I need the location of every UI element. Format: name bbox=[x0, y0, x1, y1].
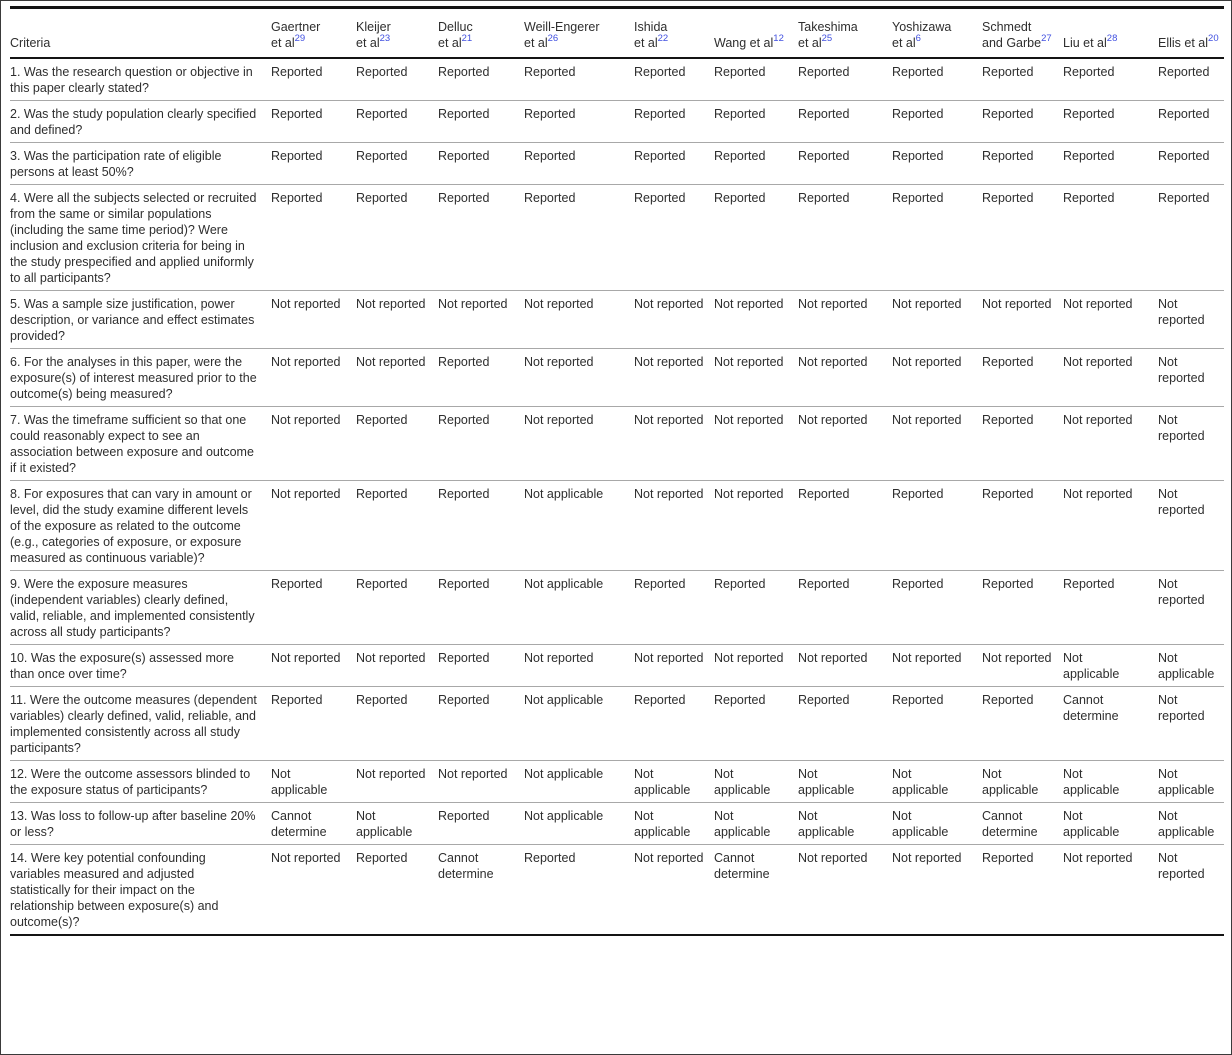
table-row bbox=[10, 143, 1224, 185]
rating-cell: Reported bbox=[356, 143, 438, 185]
rating-cell: Not applicable bbox=[892, 803, 982, 845]
table-row bbox=[10, 845, 1224, 936]
rating-cell: Reported bbox=[892, 143, 982, 185]
criterion-cell: 14. Were key potential confounding variables measured and adjusted statistically for their impact on the relationship between exposure(s) and outcome(s)? bbox=[10, 845, 271, 936]
citation-ref[interactable]: 23 bbox=[379, 32, 391, 44]
rating-cell: Not reported bbox=[634, 291, 714, 349]
rating-cell: Reported bbox=[798, 571, 892, 645]
rating-cell: Not applicable bbox=[524, 687, 634, 761]
rating-cell: Not reported bbox=[271, 349, 356, 407]
rating-cell: Reported bbox=[271, 58, 356, 101]
table-row bbox=[10, 349, 1224, 407]
rating-cell: Reported bbox=[634, 185, 714, 291]
rating-cell: Not applicable bbox=[356, 803, 438, 845]
rating-cell: Not reported bbox=[1063, 481, 1158, 571]
study-name: Kleijer et al bbox=[356, 20, 391, 50]
rating-cell: Not reported bbox=[892, 349, 982, 407]
rating-cell: Reported bbox=[892, 687, 982, 761]
study-name: Ellis et al bbox=[1158, 36, 1209, 50]
rating-cell: Not reported bbox=[1063, 349, 1158, 407]
rating-cell: Not reported bbox=[438, 291, 524, 349]
rating-cell: Reported bbox=[714, 571, 798, 645]
rating-cell: Not reported bbox=[892, 845, 982, 936]
rating-cell: Not reported bbox=[524, 349, 634, 407]
rating-cell: Not reported bbox=[356, 761, 438, 803]
table-row bbox=[10, 803, 1224, 845]
rating-cell: Not reported bbox=[892, 407, 982, 481]
criterion-cell: 8. For exposures that can vary in amount or level, did the study examine different levels of the exposure as related to the outcome (e.g., categories of exposure, or exposure measured as continuous variable)? bbox=[10, 481, 271, 571]
criterion-cell: 10. Was the exposure(s) assessed more than once over time? bbox=[10, 645, 271, 687]
study-header bbox=[356, 8, 438, 59]
rating-cell: Not reported bbox=[1063, 845, 1158, 936]
rating-cell: Reported bbox=[798, 481, 892, 571]
rating-cell: Reported bbox=[634, 58, 714, 101]
citation-ref[interactable]: 28 bbox=[1106, 32, 1118, 44]
rating-cell: Not applicable bbox=[634, 803, 714, 845]
study-header bbox=[634, 8, 714, 59]
rating-cell: Not reported bbox=[714, 645, 798, 687]
rating-cell: Cannot determine bbox=[982, 803, 1063, 845]
rating-cell: Not reported bbox=[356, 291, 438, 349]
rating-cell: Not reported bbox=[1158, 349, 1224, 407]
rating-cell: Reported bbox=[892, 101, 982, 143]
rating-cell: Reported bbox=[438, 481, 524, 571]
rating-cell: Not reported bbox=[1158, 481, 1224, 571]
criterion-cell: 6. For the analyses in this paper, were the exposure(s) of interest measured prior to the outcome(s) being measured? bbox=[10, 349, 271, 407]
rating-cell: Reported bbox=[892, 571, 982, 645]
study-header bbox=[798, 8, 892, 59]
table-row bbox=[10, 645, 1224, 687]
rating-cell: Reported bbox=[892, 185, 982, 291]
rating-cell: Reported bbox=[356, 101, 438, 143]
rating-cell: Reported bbox=[438, 143, 524, 185]
rating-cell: Not applicable bbox=[714, 761, 798, 803]
rating-cell: Cannot determine bbox=[1063, 687, 1158, 761]
rating-cell: Not reported bbox=[271, 291, 356, 349]
rating-cell: Cannot determine bbox=[438, 845, 524, 936]
rating-cell: Reported bbox=[1063, 143, 1158, 185]
rating-cell: Reported bbox=[798, 687, 892, 761]
study-name: Wang et al bbox=[714, 36, 774, 50]
rating-cell: Reported bbox=[1063, 101, 1158, 143]
rating-cell: Not reported bbox=[892, 645, 982, 687]
rating-cell: Reported bbox=[1158, 143, 1224, 185]
rating-cell: Reported bbox=[714, 185, 798, 291]
criterion-cell: 12. Were the outcome assessors blinded to the exposure status of participants? bbox=[10, 761, 271, 803]
table-row bbox=[10, 185, 1224, 291]
criteria-header: Criteria bbox=[10, 8, 271, 59]
study-name: Weill-Engerer et al bbox=[524, 20, 600, 50]
rating-cell: Reported bbox=[271, 101, 356, 143]
rating-cell: Not reported bbox=[1158, 291, 1224, 349]
rating-cell: Reported bbox=[524, 845, 634, 936]
rating-cell: Reported bbox=[798, 58, 892, 101]
rating-cell: Reported bbox=[982, 185, 1063, 291]
rating-cell: Not applicable bbox=[1063, 645, 1158, 687]
rating-cell: Reported bbox=[438, 407, 524, 481]
table-row bbox=[10, 58, 1224, 101]
rating-cell: Reported bbox=[438, 645, 524, 687]
rating-cell: Not reported bbox=[1063, 407, 1158, 481]
rating-cell: Not reported bbox=[982, 291, 1063, 349]
rating-cell: Reported bbox=[438, 185, 524, 291]
rating-cell: Reported bbox=[524, 101, 634, 143]
rating-cell: Not reported bbox=[271, 645, 356, 687]
rating-cell: Reported bbox=[356, 407, 438, 481]
study-header bbox=[438, 8, 524, 59]
rating-cell: Cannot determine bbox=[714, 845, 798, 936]
rating-cell: Not reported bbox=[524, 291, 634, 349]
rating-cell: Cannot determine bbox=[271, 803, 356, 845]
rating-cell: Not applicable bbox=[271, 761, 356, 803]
rating-cell: Not applicable bbox=[1158, 645, 1224, 687]
rating-cell: Reported bbox=[798, 185, 892, 291]
criterion-cell: 11. Were the outcome measures (dependent variables) clearly defined, valid, reliable, and implemented consistently across all study participants? bbox=[10, 687, 271, 761]
rating-cell: Reported bbox=[438, 803, 524, 845]
rating-cell: Not reported bbox=[714, 481, 798, 571]
rating-cell: Reported bbox=[634, 571, 714, 645]
rating-cell: Not applicable bbox=[524, 803, 634, 845]
criterion-cell: 1. Was the research question or objective in this paper clearly stated? bbox=[10, 58, 271, 101]
rating-cell: Not applicable bbox=[714, 803, 798, 845]
criterion-cell: 9. Were the exposure measures (independent variables) clearly defined, valid, reliable, and implemented consistently across all study participants? bbox=[10, 571, 271, 645]
rating-cell: Reported bbox=[271, 687, 356, 761]
rating-cell: Reported bbox=[982, 143, 1063, 185]
rating-cell: Reported bbox=[356, 571, 438, 645]
rating-cell: Not reported bbox=[1158, 407, 1224, 481]
study-header bbox=[714, 8, 798, 59]
rating-cell: Reported bbox=[714, 101, 798, 143]
study-header bbox=[1063, 8, 1158, 59]
study-header bbox=[892, 8, 982, 59]
rating-cell: Not reported bbox=[634, 349, 714, 407]
citation-ref[interactable]: 26 bbox=[547, 32, 559, 44]
study-name: Schmedt and Garbe bbox=[982, 20, 1042, 50]
rating-cell: Not reported bbox=[271, 481, 356, 571]
citation-ref[interactable]: 22 bbox=[657, 32, 669, 44]
rating-cell: Not reported bbox=[634, 645, 714, 687]
rating-cell: Not reported bbox=[798, 845, 892, 936]
rating-cell: Not applicable bbox=[798, 803, 892, 845]
rating-cell: Reported bbox=[356, 481, 438, 571]
study-header bbox=[271, 8, 356, 59]
rating-cell: Not reported bbox=[634, 481, 714, 571]
rating-cell: Not applicable bbox=[892, 761, 982, 803]
citation-ref[interactable]: 20 bbox=[1208, 32, 1219, 44]
rating-cell: Reported bbox=[524, 185, 634, 291]
rating-cell: Not reported bbox=[982, 645, 1063, 687]
rating-cell: Reported bbox=[1063, 58, 1158, 101]
rating-cell: Reported bbox=[271, 571, 356, 645]
rating-cell: Reported bbox=[798, 101, 892, 143]
table-row bbox=[10, 291, 1224, 349]
rating-cell: Not applicable bbox=[524, 481, 634, 571]
rating-cell: Not applicable bbox=[1063, 761, 1158, 803]
rating-cell: Not reported bbox=[634, 845, 714, 936]
rating-cell: Reported bbox=[982, 481, 1063, 571]
rating-cell: Reported bbox=[892, 58, 982, 101]
rating-cell: Reported bbox=[271, 143, 356, 185]
rating-cell: Not reported bbox=[798, 291, 892, 349]
table-row bbox=[10, 687, 1224, 761]
criterion-cell: 2. Was the study population clearly specified and defined? bbox=[10, 101, 271, 143]
rating-cell: Reported bbox=[438, 687, 524, 761]
rating-cell: Not reported bbox=[714, 291, 798, 349]
rating-cell: Reported bbox=[438, 349, 524, 407]
rating-cell: Not applicable bbox=[524, 571, 634, 645]
rating-cell: Not reported bbox=[1158, 845, 1224, 936]
study-header bbox=[1158, 8, 1224, 59]
rating-cell: Reported bbox=[1063, 185, 1158, 291]
study-name: Takeshima et al bbox=[798, 20, 858, 50]
rating-cell: Not applicable bbox=[1158, 761, 1224, 803]
rating-cell: Reported bbox=[356, 185, 438, 291]
table-body bbox=[10, 58, 1224, 935]
citation-ref[interactable]: 21 bbox=[461, 32, 473, 44]
rating-cell: Reported bbox=[714, 143, 798, 185]
rating-cell: Not reported bbox=[1063, 291, 1158, 349]
rating-cell: Not applicable bbox=[982, 761, 1063, 803]
rating-cell: Reported bbox=[982, 101, 1063, 143]
rating-cell: Not reported bbox=[634, 407, 714, 481]
rating-cell: Reported bbox=[438, 571, 524, 645]
rating-cell: Reported bbox=[714, 58, 798, 101]
rating-cell: Not applicable bbox=[1063, 803, 1158, 845]
rating-cell: Not reported bbox=[271, 845, 356, 936]
rating-cell: Reported bbox=[982, 845, 1063, 936]
rating-cell: Not reported bbox=[438, 761, 524, 803]
table-row bbox=[10, 481, 1224, 571]
table-row bbox=[10, 761, 1224, 803]
rating-cell: Reported bbox=[356, 58, 438, 101]
rating-cell: Reported bbox=[892, 481, 982, 571]
rating-cell: Reported bbox=[982, 407, 1063, 481]
rating-cell: Reported bbox=[634, 101, 714, 143]
rating-cell: Reported bbox=[982, 571, 1063, 645]
rating-cell: Reported bbox=[356, 687, 438, 761]
rating-cell: Reported bbox=[634, 143, 714, 185]
citation-ref[interactable]: 25 bbox=[821, 32, 833, 44]
rating-cell: Not applicable bbox=[798, 761, 892, 803]
rating-cell: Not applicable bbox=[634, 761, 714, 803]
table-row bbox=[10, 571, 1224, 645]
rating-cell: Reported bbox=[438, 101, 524, 143]
rating-cell: Not reported bbox=[356, 645, 438, 687]
rating-cell: Not reported bbox=[271, 407, 356, 481]
rating-cell: Reported bbox=[714, 687, 798, 761]
table-row bbox=[10, 101, 1224, 143]
rating-cell: Not reported bbox=[1158, 571, 1224, 645]
study-name: Liu et al bbox=[1063, 36, 1107, 50]
rating-cell: Reported bbox=[798, 143, 892, 185]
rating-cell: Reported bbox=[634, 687, 714, 761]
rating-cell: Reported bbox=[271, 185, 356, 291]
citation-ref[interactable]: 27 bbox=[1041, 32, 1052, 44]
rating-cell: Reported bbox=[524, 143, 634, 185]
study-name: Yoshizawa et al bbox=[892, 20, 952, 50]
rating-cell: Reported bbox=[356, 845, 438, 936]
rating-cell: Not reported bbox=[524, 645, 634, 687]
rating-cell: Reported bbox=[1158, 101, 1224, 143]
rating-cell: Not reported bbox=[798, 349, 892, 407]
rating-cell: Reported bbox=[982, 687, 1063, 761]
rating-cell: Reported bbox=[982, 58, 1063, 101]
rating-cell: Not reported bbox=[714, 349, 798, 407]
study-name: Delluc et al bbox=[438, 20, 473, 50]
rating-cell: Reported bbox=[1158, 185, 1224, 291]
citation-ref[interactable]: 6 bbox=[915, 32, 921, 44]
rating-cell: Not reported bbox=[1158, 687, 1224, 761]
rating-cell: Reported bbox=[1063, 571, 1158, 645]
citation-ref[interactable]: 29 bbox=[294, 32, 306, 44]
quality-assessment-table bbox=[10, 6, 1224, 936]
criterion-cell: 5. Was a sample size justification, power description, or variance and effect estimates provided? bbox=[10, 291, 271, 349]
header-row bbox=[10, 8, 1224, 59]
rating-cell: Not applicable bbox=[1158, 803, 1224, 845]
table-row bbox=[10, 407, 1224, 481]
rating-cell: Not reported bbox=[714, 407, 798, 481]
criterion-cell: 4. Were all the subjects selected or recruited from the same or similar populations (including the same time period)? Were inclusion and exclusion criteria for being in the study prespecified and applied uniformly to all participants? bbox=[10, 185, 271, 291]
rating-cell: Not reported bbox=[356, 349, 438, 407]
rating-cell: Not reported bbox=[524, 407, 634, 481]
study-header bbox=[524, 8, 634, 59]
citation-ref[interactable]: 12 bbox=[773, 32, 784, 44]
rating-cell: Reported bbox=[524, 58, 634, 101]
rating-cell: Not reported bbox=[798, 407, 892, 481]
criterion-cell: 7. Was the timeframe sufficient so that one could reasonably expect to see an association between exposure and outcome if it existed? bbox=[10, 407, 271, 481]
study-name: Gaertner et al bbox=[271, 20, 321, 50]
study-name: Ishida et al bbox=[634, 20, 668, 50]
criterion-cell: 13. Was loss to follow-up after baseline 20% or less? bbox=[10, 803, 271, 845]
rating-cell: Not reported bbox=[798, 645, 892, 687]
criterion-cell: 3. Was the participation rate of eligible persons at least 50%? bbox=[10, 143, 271, 185]
study-header bbox=[982, 8, 1063, 59]
rating-cell: Reported bbox=[1158, 58, 1224, 101]
rating-cell: Reported bbox=[982, 349, 1063, 407]
rating-cell: Reported bbox=[438, 58, 524, 101]
rating-cell: Not reported bbox=[892, 291, 982, 349]
rating-cell: Not applicable bbox=[524, 761, 634, 803]
